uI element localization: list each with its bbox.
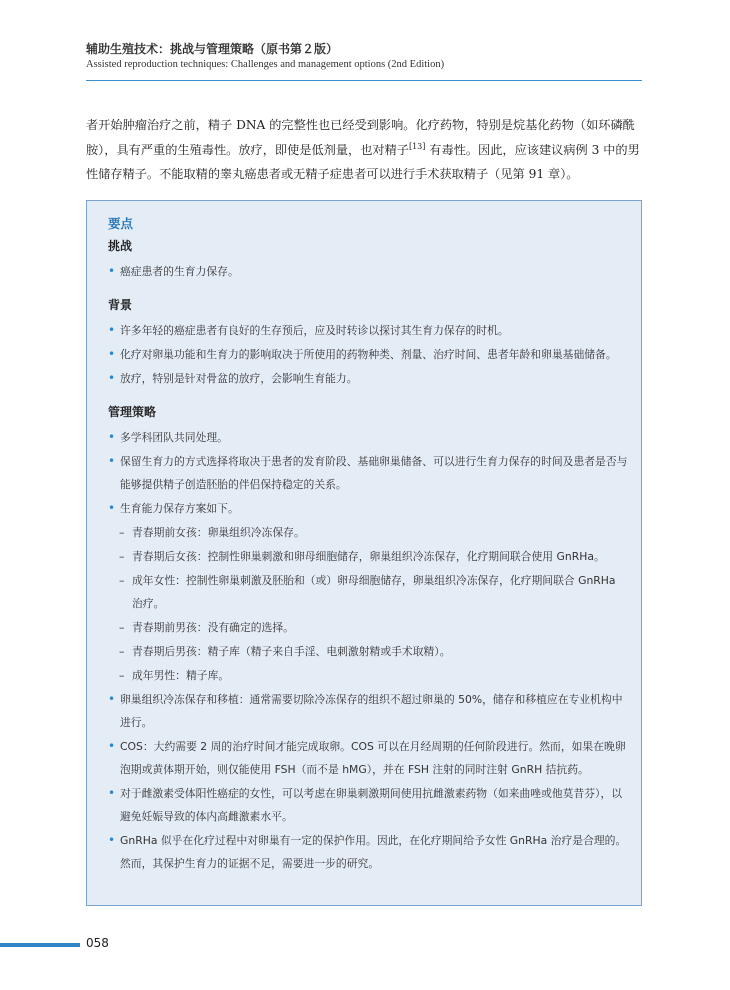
bullet-icon: • xyxy=(108,739,116,753)
list-item: • GnRHa 似乎在化疗过程中对卵巢有一定的保护作用。因此，在化疗期间给予女性 GnRHa 治疗是合理的。然而，其保护生育力的证据不足，需要进一步的研究。 xyxy=(108,829,628,875)
key-points-box xyxy=(86,200,642,906)
bullet-icon: • xyxy=(108,501,116,515)
sub-list-item: – 成年男性：精子库。 xyxy=(108,664,628,687)
running-header xyxy=(86,40,642,72)
list-item: • 化疗对卵巢功能和生育力的影响取决于所使用的药物种类、剂量、治疗时间、患者年龄和卵巢基础储备。 xyxy=(108,343,628,366)
dash-marker: – xyxy=(119,550,125,563)
sub-list-item: – 成年女性：控制性卵巢刺激及胚胎和（或）卵母细胞储存，卵巢组织冷冻保存，化疗期间联合 GnRHa 治疗。 xyxy=(108,569,628,615)
bullet-icon: • xyxy=(108,833,116,847)
dash-marker: – xyxy=(119,574,125,587)
sub-list-item: – 青春期前男孩：没有确定的选择。 xyxy=(108,616,628,639)
background-heading: 背景 xyxy=(108,298,133,312)
list-item: • COS：大约需要 2 周的治疗时间才能完成取卵。COS 可以在月经周期的任何阶段进行。然而，如果在晚卵泡期或黄体期开始，则仅能使用 FSH（而不是 hMG），并在 FSH 注射的同时注射 GnRH 拮抗药。 xyxy=(108,735,628,781)
bullet-icon: • xyxy=(108,786,116,800)
bullet-icon: • xyxy=(108,454,116,468)
body-paragraph xyxy=(86,113,646,187)
bullet-icon: • xyxy=(108,347,116,361)
list-item: • 卵巢组织冷冻保存和移植：通常需要切除冷冻保存的组织不超过卵巢的 50%，储存和移植应在专业机构中进行。 xyxy=(108,688,628,734)
list-item: • 对于雌激素受体阳性癌症的女性，可以考虑在卵巢刺激期间使用抗雌激素药物（如来曲唑或他莫昔芬），以避免妊娠导致的体内高雌激素水平。 xyxy=(108,782,628,828)
list-item: • 癌症患者的生育力保存。 xyxy=(108,260,628,283)
dash-marker: – xyxy=(119,621,125,634)
list-item: • 生育能力保存方案如下。 xyxy=(108,497,628,520)
header-title-cn: 辅助生殖技术：挑战与管理策略（原书第２版） xyxy=(86,42,339,56)
sub-list-item: – 青春期后男孩：精子库（精子来自手淫、电刺激射精或手术取精）。 xyxy=(108,640,628,663)
key-points-title: 要点 xyxy=(108,216,134,231)
header-title-en: Assisted reproduction techniques: Challenges and management options (2nd Edition) xyxy=(86,59,445,70)
bullet-icon: • xyxy=(108,323,116,337)
header-divider xyxy=(86,80,642,81)
management-heading: 管理策略 xyxy=(108,405,157,419)
footer-accent-bar xyxy=(0,943,80,947)
list-item: • 放疗，特别是针对骨盆的放疗，会影响生育能力。 xyxy=(108,367,628,390)
page-number: 058 xyxy=(86,936,109,950)
dash-marker: – xyxy=(119,669,125,682)
list-item: • 许多年轻的癌症患者有良好的生存预后，应及时转诊以探讨其生育力保存的时机。 xyxy=(108,319,628,342)
challenge-list xyxy=(108,260,628,283)
sub-list-item: – 青春期后女孩：控制性卵巢刺激和卵母细胞储存，卵巢组织冷冻保存，化疗期间联合使用 GnRHa。 xyxy=(108,545,628,568)
challenge-heading: 挑战 xyxy=(108,239,133,253)
body-text-part-1: 者开始肿瘤治疗之前，精子 DNA 的完整性也已经受到影响。化疗药物，特别是烷基化药物（如环磷酰胺），具有严重的生殖毒性。放疗，即使是低剂量，也对精子 xyxy=(86,118,635,157)
management-list xyxy=(108,426,628,875)
background-list xyxy=(108,319,628,390)
bullet-icon: • xyxy=(108,264,116,278)
bullet-icon: • xyxy=(108,430,116,444)
bullet-icon: • xyxy=(108,371,116,385)
citation-superscript: [13] xyxy=(408,141,426,151)
list-item: • 多学科团队共同处理。 xyxy=(108,426,628,449)
bullet-icon: • xyxy=(108,692,116,706)
dash-marker: – xyxy=(119,645,125,658)
dash-marker: – xyxy=(119,526,125,539)
list-item: • 保留生育力的方式选择将取决于患者的发育阶段、基础卵巢储备、可以进行生育力保存的时间及患者是否与能够提供精子创造胚胎的伴侣保持稳定的关系。 xyxy=(108,450,628,496)
body-text-part-2: 有毒性。因此，应该建议病例 3 中的男性储存精子。不能取精的睾丸癌患者或无精子症患者可以进行手术获取精子（见第 91 章）。 xyxy=(86,142,640,181)
sub-list-item: – 青春期前女孩：卵巢组织冷冻保存。 xyxy=(108,521,628,544)
